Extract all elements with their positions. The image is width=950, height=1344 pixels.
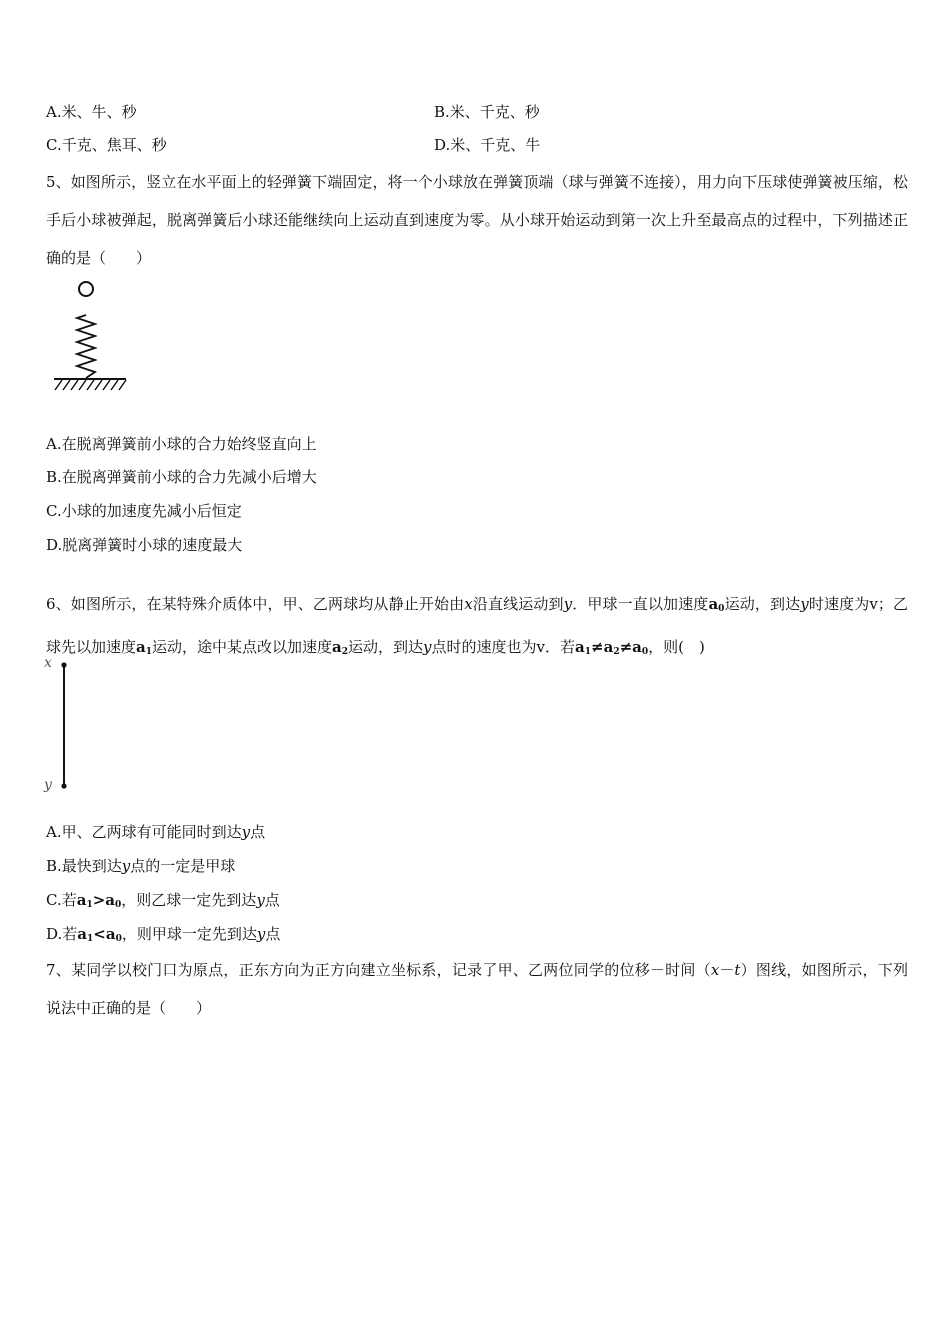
option-d: D.米、千克、牛 — [434, 136, 541, 154]
point-y-icon — [61, 783, 66, 788]
q6-option-d: D.若$a_1<a_0$，则甲球一定先到达y点 — [46, 925, 281, 944]
question-7-stem: 7、某同学以校门口为原点，正东方向为正方向建立坐标系，记录了甲、乙两位同学的位移－时间（x－t）图线，如图所示，下列说法中正确的是（ ） — [46, 961, 908, 1017]
question-6-stem: 6、如图所示，在某特殊介质体中，甲、乙两球均从静止开始由x沿直线运动到y．甲球一直以加速度$a_0$运动，到达y时速度为v；乙球先以加速度$a_1$运动，途中某点改以加速度$a_2$运动，到达y点时的速度也为v．若$a_1\ne a_2\ne a_0$，则( ) — [46, 595, 908, 657]
ball-icon — [79, 282, 93, 296]
q6-option-c: C.若$a_1>a_0$，则乙球一定先到达y点 — [46, 891, 280, 910]
xy-line-figure — [40, 652, 80, 792]
q5-option-a: A.在脱离弹簧前小球的合力始终竖直向上 — [46, 435, 317, 453]
spring-ball-figure — [50, 278, 132, 394]
q5-option-c: C.小球的加速度先减小后恒定 — [46, 502, 242, 520]
q6-option-b: B.最快到达y点的一定是甲球 — [46, 857, 236, 875]
q5-option-d: D.脱离弹簧时小球的速度最大 — [46, 536, 243, 554]
q6-option-a: A.甲、乙两球有可能同时到达y点 — [46, 823, 266, 841]
figure-label-y: y — [44, 777, 52, 793]
option-b: B.米、千克、秒 — [434, 103, 540, 121]
option-a: A.米、牛、秒 — [46, 103, 137, 121]
option-c: C.千克、焦耳、秒 — [46, 136, 167, 154]
ground-hatch — [55, 380, 126, 390]
q5-option-b: B.在脱离弹簧前小球的合力先减小后增大 — [46, 468, 317, 486]
spring-icon — [77, 315, 95, 378]
figure-label-x: x — [44, 655, 52, 671]
question-5-stem: 5、如图所示，竖立在水平面上的轻弹簧下端固定，将一个小球放在弹簧顶端（球与弹簧不连接），用力向下压球使弹簧被压缩，松手后小球被弹起，脱离弹簧后小球还能继续向上运动直到速度为零。从小球开始运动到第一次上升至最高点的过程中，下列描述正确的是（ ） — [46, 173, 908, 267]
